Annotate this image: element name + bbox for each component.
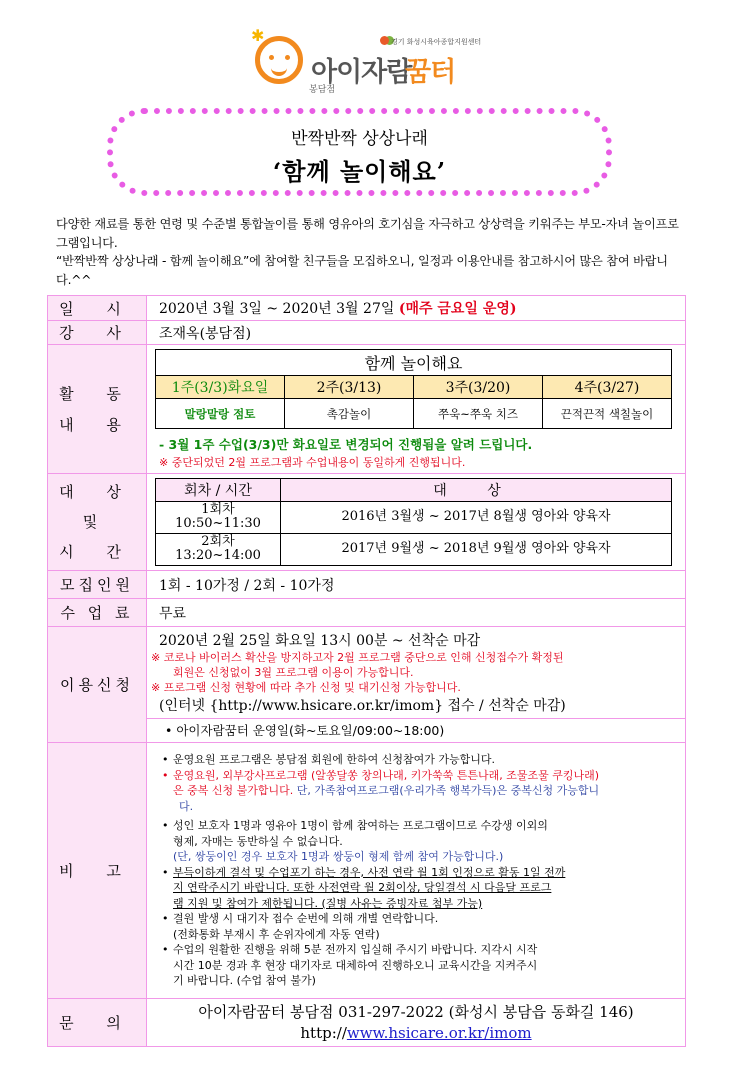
row-teacher (48, 321, 686, 345)
week-4: 4주(3/27) (543, 376, 672, 399)
contact-url-link[interactable]: www.hsicare.or.kr/imom (346, 1023, 532, 1042)
remark-6a: 수업의 원활한 진행을 위해 5분 전까지 입실해 주시기 바랍니다. 지각시 시작 (173, 943, 538, 957)
row-remarks (48, 743, 686, 999)
row-date (48, 296, 686, 321)
date-note: (매주 금요일 운영) (398, 301, 517, 317)
center-name-text: 경기 화성시육아종합지원센터 (391, 38, 482, 46)
label-target-2: 및 (82, 513, 112, 531)
value-date (147, 296, 686, 321)
activity-4: 끈적끈적 색칠놀이 (543, 399, 672, 429)
row-activity (48, 345, 686, 474)
smile-face-icon (255, 36, 303, 84)
session-2-target: 2017년 9월생 ~ 2018년 9월생 영아와 양육자 (281, 533, 672, 565)
activity-2: 촉감놀이 (285, 399, 414, 429)
session-1-target: 2016년 3월생 ~ 2017년 8월생 영아와 양육자 (281, 501, 672, 533)
target-table (155, 478, 672, 566)
logo-name-b: 꿈터 (405, 57, 456, 88)
remark-4a: 부득이하게 결석 및 수업포기 하는 경우, 사전 연락 월 1회 인정으로 활동 1일 전까 (173, 865, 566, 879)
intro-p2: “반짝반짝 상상나래 - 함께 놀이해요”에 참여할 친구들을 모집하오니, 일정과 이용안내를 참고하시어 많은 참여 바랍니다.^^ (56, 254, 668, 287)
center-name (380, 36, 481, 47)
remark-6 (161, 942, 679, 989)
session-1-round: 1회차 (201, 502, 235, 517)
star-icon: ✱ (251, 26, 265, 45)
contact-line2 (147, 1023, 685, 1044)
label-teacher: 강 사 (48, 321, 147, 345)
value-recruit: 1회 - 10가정 / 2회 - 10가정 (147, 571, 686, 599)
head-target: 대 상 (281, 478, 672, 501)
logo-branch: 봉담점 (309, 85, 336, 95)
remark-1: • 운영요원 프로그램은 봉담점 회원에 한하여 신청참여가 가능합니다. (161, 752, 679, 768)
label-apply: 이용신청 (48, 627, 147, 743)
value-activity (147, 345, 686, 474)
label-remarks: 비 고 (48, 743, 147, 999)
activity-table-title: 함께 놀이해요 (156, 350, 672, 376)
activity-note2: ※ 중단되었던 2월 프로그램과 수업내용이 동일하게 진행됩니다. (159, 456, 466, 469)
value-remarks (147, 743, 686, 999)
activity-table (155, 349, 672, 429)
week-3: 3주(3/20) (414, 376, 543, 399)
apply-line2: ※ 코로나 바이러스 확산을 방지하고자 2월 프로그램 중단으로 인해 신청접수가 확정된 (151, 651, 564, 664)
remark-5b: (전화통화 부재시 후 순위자에게 자동 연락) (173, 927, 380, 941)
apply-line4: ※ 프로그램 신청 현황에 따라 추가 신청 및 대기신청 가능합니다. (151, 681, 461, 694)
apply-line1: 2020년 2월 25일 화요일 13시 00분 ~ 선착순 마감 (159, 633, 481, 649)
session-1-clock: 10:50~11:30 (175, 516, 261, 531)
remark-4 (161, 865, 679, 912)
title-box (107, 108, 612, 196)
value-apply (147, 627, 686, 743)
contact-prefix: http:// (300, 1023, 347, 1042)
remark-2 (161, 768, 679, 815)
session-2-clock: 13:20~14:00 (175, 548, 261, 563)
head-time: 회차 / 시간 (156, 478, 281, 501)
session-2-round: 2회차 (201, 534, 235, 549)
session-1-time (156, 501, 281, 533)
remark-3 (161, 818, 679, 865)
label-target-3: 시 간 (59, 543, 135, 561)
title-line1: 반짝반짝 상상나래 (291, 129, 428, 149)
value-target (147, 474, 686, 571)
label-contact: 문 의 (48, 999, 147, 1047)
title-line2: ‘함께 놀이해요’ (272, 157, 447, 186)
remark-5a: 결원 발생 시 대기자 접수 순번에 의해 개별 연락합니다. (173, 912, 439, 926)
label-target-1: 대 상 (59, 483, 135, 501)
label-activity-1: 활 동 (59, 385, 135, 403)
apply-line3: 회원은 신청없이 3월 프로그램 이용이 가능합니다. (173, 666, 414, 679)
label-activity-2: 내 용 (59, 416, 135, 434)
info-table (47, 295, 686, 1047)
intro (56, 215, 684, 289)
remark-4b: 지 연락주시기 바랍니다. 또한 사전연락 월 2회이상, 당일결석 시 다음달 프로그 (173, 881, 552, 895)
row-fee (48, 599, 686, 627)
remark-4c: 램 지원 및 참여가 제한됩니다. (질병 사유는 증빙자료 첨부 가능) (173, 896, 483, 910)
value-contact (147, 999, 686, 1047)
intro-p1: 다양한 재료를 통한 연령 및 수준별 통합놀이를 통해 영유아의 호기심을 자극하고 상상력을 키워주는 부모-자녀 놀이프로그램입니다. (56, 217, 679, 250)
remark-3a: 성인 보호자 1명과 영유아 1명이 함께 참여하는 프로그램이므로 수강생 이외의 (173, 819, 548, 833)
apply-line5: (인터넷 {http://www.hsicare.or.kr/imom} 접수 / 선착순 마감) (159, 698, 566, 714)
logo-name-a: 아이자람 (311, 57, 412, 88)
activity-1: 말랑말랑 점토 (156, 399, 285, 429)
remark-2a: 운영요원, 외부강사프로그램 (알쏭달쏭 창의나래, 키가쑥쑥 튼튼나래, 조물조물 쿠킹나래) (173, 768, 600, 782)
center-logo-icon (380, 36, 389, 45)
contact-line1: 아이자람꿈터 봉담점 031-297-2022 (화성시 봉담읍 동화길 146) (198, 1002, 634, 1021)
week-2: 2주(3/13) (285, 376, 414, 399)
label-date: 일 시 (48, 296, 147, 321)
row-apply (48, 627, 686, 743)
label-target (48, 474, 147, 571)
remark-6b: 시간 10분 경과 후 현장 대기자로 대체하여 진행하오니 교육시간을 지켜주시 (173, 958, 538, 972)
label-recruit: 모집인원 (48, 571, 147, 599)
value-fee: 무료 (147, 599, 686, 627)
remark-3b: 형제, 자매는 동반하실 수 없습니다. (173, 834, 343, 848)
apply-hours: 아이자람꿈터 운영일(화~토요일/09:00~18:00) (176, 723, 445, 738)
activity-note1: - 3월 1주 수업(3/3)만 화요일로 변경되어 진행됨을 알려 드립니다. (159, 437, 533, 452)
row-contact (48, 999, 686, 1047)
remark-2c: 단, 가족참여프로그램(우리가족 행복가득)은 중복신청 가능합니 (293, 784, 600, 798)
remark-5 (161, 911, 679, 942)
remark-3c: (단, 쌍둥이인 경우 보호자 1명과 쌍둥이 형제 함께 참여 가능합니다.) (173, 850, 504, 864)
date-range: 2020년 3월 3일 ~ 2020년 3월 27일 (159, 301, 395, 317)
label-activity (48, 345, 147, 474)
remark-6c: 기 바랍니다. (수업 참여 불가) (173, 974, 316, 988)
remark-2b: 은 중복 신청 불가합니다. (173, 784, 294, 798)
row-recruit (48, 571, 686, 599)
session-2-time (156, 533, 281, 565)
activity-3: 쭈욱~쭈욱 치즈 (414, 399, 543, 429)
apply-line6: • 아이자람꿈터 운영일(화~토요일/09:00~18:00) (147, 718, 685, 739)
row-target (48, 474, 686, 571)
label-fee: 수 업 료 (48, 599, 147, 627)
value-teacher: 조재옥(봉담점) (147, 321, 686, 345)
week-1: 1주(3/3)화요일 (156, 376, 285, 399)
remark-2d: 다. (179, 799, 194, 813)
logo (251, 26, 485, 100)
